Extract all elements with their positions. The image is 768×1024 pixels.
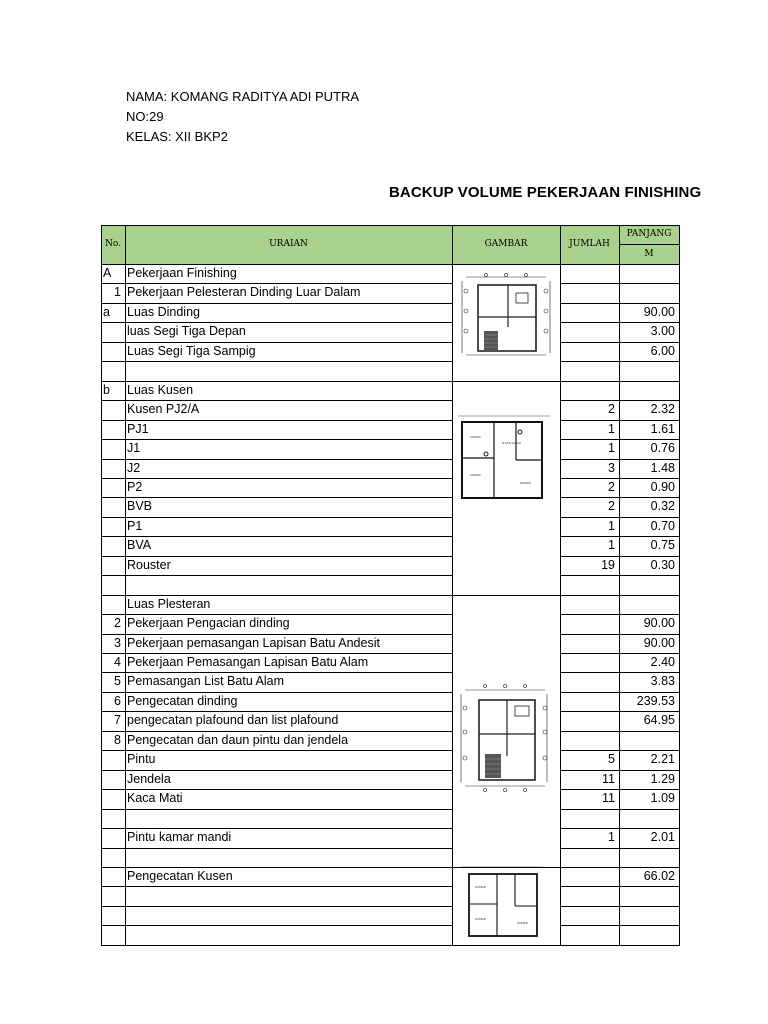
row-panjang — [619, 925, 679, 944]
svg-text:KAMAR: KAMAR — [470, 435, 481, 439]
row-jumlah: 2 — [608, 479, 615, 494]
row-jumlah — [560, 906, 619, 925]
row-uraian: Kaca Mati — [127, 791, 183, 806]
row-no — [101, 750, 125, 769]
grid-line — [560, 711, 680, 712]
svg-text:KAMAR: KAMAR — [520, 481, 531, 485]
row-jumlah — [560, 867, 619, 886]
svg-text:KAMAR: KAMAR — [475, 917, 486, 921]
grid-line — [560, 731, 680, 732]
row-no: 5 — [114, 674, 121, 689]
row-uraian: PJ1 — [127, 421, 149, 436]
grid-line — [560, 225, 561, 946]
row-panjang: 2.21 — [650, 752, 675, 767]
grid-line — [101, 653, 452, 654]
row-uraian: Luas Dinding — [127, 304, 200, 319]
grid-line — [560, 303, 680, 304]
row-uraian: pengecatan plafound dan list plafound — [127, 713, 339, 728]
row-jumlah — [560, 634, 619, 653]
row-jumlah: 1 — [608, 538, 615, 553]
grid-line — [560, 848, 680, 849]
row-uraian: Pekerjaan Pemasangan Lapisan Batu Alam — [127, 655, 369, 669]
grid-line — [101, 225, 102, 946]
grid-line — [101, 731, 452, 732]
grid-line — [101, 283, 452, 284]
row-jumlah — [560, 925, 619, 944]
grid-line — [101, 945, 452, 946]
row-no: 3 — [114, 635, 121, 650]
grid-line — [101, 925, 452, 926]
row-no: a — [103, 304, 110, 319]
grid-line — [560, 789, 680, 790]
row-uraian: Pengecatan dan daun pintu dan jendela — [127, 732, 349, 747]
grid-line — [560, 536, 680, 537]
page-title: BACKUP VOLUME PEKERJAAN FINISHING — [389, 184, 702, 201]
row-no — [101, 478, 125, 497]
grid-line — [101, 303, 452, 304]
row-no — [101, 809, 125, 828]
floor-plan-drawing-1 — [456, 271, 554, 361]
row-panjang — [619, 595, 679, 614]
row-jumlah — [560, 575, 619, 594]
row-jumlah — [560, 283, 619, 302]
row-panjang: 0.75 — [650, 538, 675, 553]
svg-text:KAMAR: KAMAR — [470, 473, 481, 477]
grid-line — [560, 945, 680, 946]
grid-line — [101, 420, 452, 421]
row-panjang: 0.90 — [650, 479, 675, 494]
grid-line — [619, 244, 680, 245]
grid-line — [560, 906, 680, 907]
grid-line — [560, 809, 680, 810]
grid-line — [560, 750, 680, 751]
row-jumlah: 1 — [608, 441, 615, 456]
row-uraian: Pekerjaan Pengacian dinding — [127, 616, 290, 631]
row-no — [101, 517, 125, 536]
row-uraian: Pekerjaan Finishing — [127, 266, 237, 280]
svg-text:R.KELUARGA: R.KELUARGA — [502, 441, 522, 445]
row-panjang: 0.70 — [650, 518, 675, 533]
grid-line — [101, 478, 452, 479]
grid-line — [560, 400, 680, 401]
row-panjang: 6.00 — [650, 343, 675, 358]
student-name: NAMA: KOMANG RADITYA ADI PUTRA — [126, 89, 360, 104]
row-no — [101, 459, 125, 478]
row-uraian: BVB — [127, 499, 153, 514]
grid-line — [101, 536, 452, 537]
row-jumlah — [560, 711, 619, 730]
row-jumlah: 19 — [601, 557, 615, 572]
row-panjang: 0.76 — [650, 441, 675, 456]
row-no — [101, 789, 125, 808]
grid-line — [560, 672, 680, 673]
row-jumlah — [560, 595, 619, 614]
col-header-jumlah: JUMLAH — [560, 225, 619, 264]
grid-line — [101, 381, 452, 382]
col-header-uraian: URAIAN — [125, 225, 452, 264]
row-jumlah — [560, 653, 619, 672]
row-panjang: 90.00 — [643, 616, 675, 631]
row-jumlah: 11 — [602, 791, 615, 806]
grid-line — [452, 595, 560, 596]
row-no: 4 — [114, 655, 121, 669]
row-jumlah: 2 — [608, 499, 615, 514]
row-panjang: 90.00 — [643, 304, 675, 319]
row-jumlah — [560, 264, 619, 283]
row-jumlah: 1 — [608, 518, 615, 533]
grid-line — [101, 517, 452, 518]
row-panjang: 1.61 — [650, 421, 675, 436]
row-uraian: Pengecatan Kusen — [127, 868, 233, 883]
row-panjang — [619, 809, 679, 828]
grid-line — [452, 945, 560, 946]
grid-line — [101, 809, 452, 810]
row-jumlah — [560, 731, 619, 750]
grid-line — [560, 517, 680, 518]
grid-line — [560, 828, 680, 829]
row-panjang — [619, 906, 679, 925]
grid-line — [560, 322, 680, 323]
row-uraian: Pekerjaan Pelesteran Dinding Luar Dalam — [127, 285, 361, 300]
grid-line — [560, 575, 680, 576]
row-uraian: Jendela — [127, 771, 171, 786]
row-panjang: 64.95 — [643, 713, 675, 728]
row-panjang — [619, 381, 679, 400]
grid-line — [101, 789, 452, 790]
grid-line — [101, 770, 452, 771]
grid-line — [101, 225, 680, 226]
row-uraian — [125, 906, 452, 925]
row-panjang: 0.30 — [650, 557, 675, 572]
grid-line — [101, 497, 452, 498]
grid-line — [560, 342, 680, 343]
floor-plan-drawing-2 — [458, 414, 550, 504]
svg-text:KAMAR: KAMAR — [517, 921, 528, 925]
grid-line — [101, 828, 452, 829]
row-uraian — [125, 925, 452, 944]
row-uraian: Pekerjaan pemasangan Lapisan Batu Andesit — [127, 635, 380, 650]
row-uraian: P1 — [127, 518, 143, 533]
row-no — [101, 886, 125, 905]
row-no: 7 — [114, 713, 121, 728]
row-panjang: 90.00 — [643, 635, 675, 650]
row-panjang: 66.02 — [643, 868, 675, 883]
row-panjang: 2.01 — [650, 830, 675, 845]
grid-line — [560, 886, 680, 887]
grid-line — [679, 225, 680, 946]
grid-line — [452, 225, 453, 946]
row-jumlah: 2 — [608, 402, 615, 417]
grid-line — [101, 614, 452, 615]
row-uraian: P2 — [127, 479, 143, 494]
grid-line — [101, 634, 452, 635]
col-header-panjang: PANJANG — [619, 225, 679, 244]
row-uraian: Luas Segi Tiga Sampig — [127, 343, 256, 358]
row-no: 2 — [114, 616, 121, 631]
row-no — [101, 906, 125, 925]
row-jumlah — [560, 809, 619, 828]
row-no — [101, 925, 125, 944]
row-panjang: 2.32 — [650, 402, 675, 417]
grid-line — [560, 361, 680, 362]
grid-line — [560, 459, 680, 460]
row-no: 6 — [114, 693, 121, 708]
grid-line — [101, 264, 680, 265]
grid-line — [560, 595, 680, 596]
row-uraian: Kusen PJ2/A — [127, 402, 200, 417]
row-jumlah — [560, 886, 619, 905]
grid-line — [560, 770, 680, 771]
row-jumlah — [560, 692, 619, 711]
row-uraian: Pintu kamar mandi — [127, 830, 232, 845]
grid-line — [560, 925, 680, 926]
row-panjang: 3.00 — [650, 324, 675, 339]
row-uraian — [125, 848, 452, 867]
row-panjang — [619, 283, 679, 302]
grid-line — [560, 283, 680, 284]
grid-line — [452, 264, 560, 265]
grid-line — [560, 556, 680, 557]
row-panjang: 1.09 — [650, 791, 675, 806]
row-no — [101, 770, 125, 789]
row-panjang: 1.29 — [650, 771, 675, 786]
grid-line — [560, 653, 680, 654]
row-no — [101, 400, 125, 419]
grid-line — [101, 400, 452, 401]
grid-line — [101, 575, 452, 576]
grid-line — [560, 634, 680, 635]
grid-line — [101, 342, 452, 343]
col-header-gambar: GAMBAR — [452, 225, 560, 264]
row-jumlah — [560, 381, 619, 400]
grid-line — [560, 692, 680, 693]
row-no — [101, 322, 125, 341]
row-no — [101, 342, 125, 361]
grid-line — [619, 225, 620, 946]
row-panjang: 0.32 — [650, 499, 675, 514]
row-no — [101, 556, 125, 575]
row-panjang: 239.53 — [636, 693, 675, 708]
row-uraian: Pengecatan dinding — [127, 693, 238, 708]
row-panjang — [619, 848, 679, 867]
row-no — [101, 848, 125, 867]
row-panjang — [619, 886, 679, 905]
row-no — [101, 867, 125, 886]
row-jumlah — [560, 303, 619, 322]
row-uraian: J1 — [127, 441, 141, 456]
row-jumlah: 1 — [608, 421, 615, 436]
row-uraian — [125, 809, 452, 828]
floor-plan-drawing-3 — [455, 682, 553, 792]
row-jumlah — [560, 322, 619, 341]
grid-line — [101, 439, 452, 440]
grid-line — [452, 867, 560, 868]
row-no — [101, 361, 125, 380]
col-header-no: No. — [101, 225, 125, 264]
row-jumlah: 1 — [608, 830, 615, 845]
row-no — [101, 595, 125, 614]
row-panjang: 2.40 — [650, 655, 675, 669]
row-panjang — [619, 264, 679, 283]
row-jumlah — [560, 361, 619, 380]
row-jumlah — [560, 672, 619, 691]
grid-line — [101, 711, 452, 712]
grid-line — [560, 420, 680, 421]
row-uraian: J2 — [127, 460, 141, 475]
col-header-unit: M — [619, 244, 679, 264]
grid-line — [125, 225, 126, 946]
grid-line — [101, 672, 452, 673]
grid-line — [452, 381, 560, 382]
row-no — [101, 575, 125, 594]
row-jumlah: 3 — [608, 460, 615, 475]
row-jumlah — [560, 342, 619, 361]
grid-line — [101, 848, 452, 849]
row-uraian: Luas Kusen — [127, 382, 194, 397]
grid-line — [101, 886, 452, 887]
grid-line — [560, 381, 680, 382]
grid-line — [101, 556, 452, 557]
grid-line — [560, 478, 680, 479]
row-no — [101, 497, 125, 516]
svg-text:KAMAR: KAMAR — [475, 885, 486, 889]
row-no: A — [103, 266, 112, 280]
grid-line — [101, 750, 452, 751]
row-uraian: Luas Plesteran — [127, 596, 211, 611]
row-uraian: Rouster — [127, 557, 171, 572]
row-uraian: BVA — [127, 538, 152, 553]
row-panjang: 1.48 — [650, 460, 675, 475]
grid-line — [101, 867, 452, 868]
floor-plan-drawing-4 — [461, 866, 543, 942]
grid-line — [101, 322, 452, 323]
row-uraian — [125, 886, 452, 905]
student-class: KELAS: XII BKP2 — [126, 129, 228, 144]
row-no — [101, 439, 125, 458]
row-jumlah — [560, 614, 619, 633]
grid-line — [560, 867, 680, 868]
row-uraian — [125, 575, 452, 594]
row-uraian: Pemasangan List Batu Alam — [127, 674, 285, 689]
row-jumlah: 11 — [602, 771, 615, 786]
row-no: b — [103, 382, 110, 397]
row-no — [101, 828, 125, 847]
row-panjang — [619, 731, 679, 750]
row-jumlah — [560, 848, 619, 867]
grid-line — [560, 497, 680, 498]
grid-line — [101, 692, 452, 693]
row-no: 8 — [114, 732, 121, 747]
row-panjang — [619, 575, 679, 594]
row-no — [101, 420, 125, 439]
row-panjang: 3.83 — [650, 674, 675, 689]
row-panjang — [619, 361, 679, 380]
grid-line — [560, 439, 680, 440]
row-no: 1 — [114, 285, 121, 300]
row-uraian: luas Segi Tiga Depan — [127, 324, 246, 339]
grid-line — [101, 459, 452, 460]
grid-line — [101, 361, 452, 362]
row-uraian: Pintu — [127, 752, 156, 767]
row-uraian — [125, 361, 452, 380]
row-jumlah: 5 — [608, 752, 615, 767]
student-number: NO:29 — [126, 109, 164, 124]
grid-line — [101, 906, 452, 907]
grid-line — [101, 595, 452, 596]
grid-line — [560, 614, 680, 615]
row-no — [101, 536, 125, 555]
